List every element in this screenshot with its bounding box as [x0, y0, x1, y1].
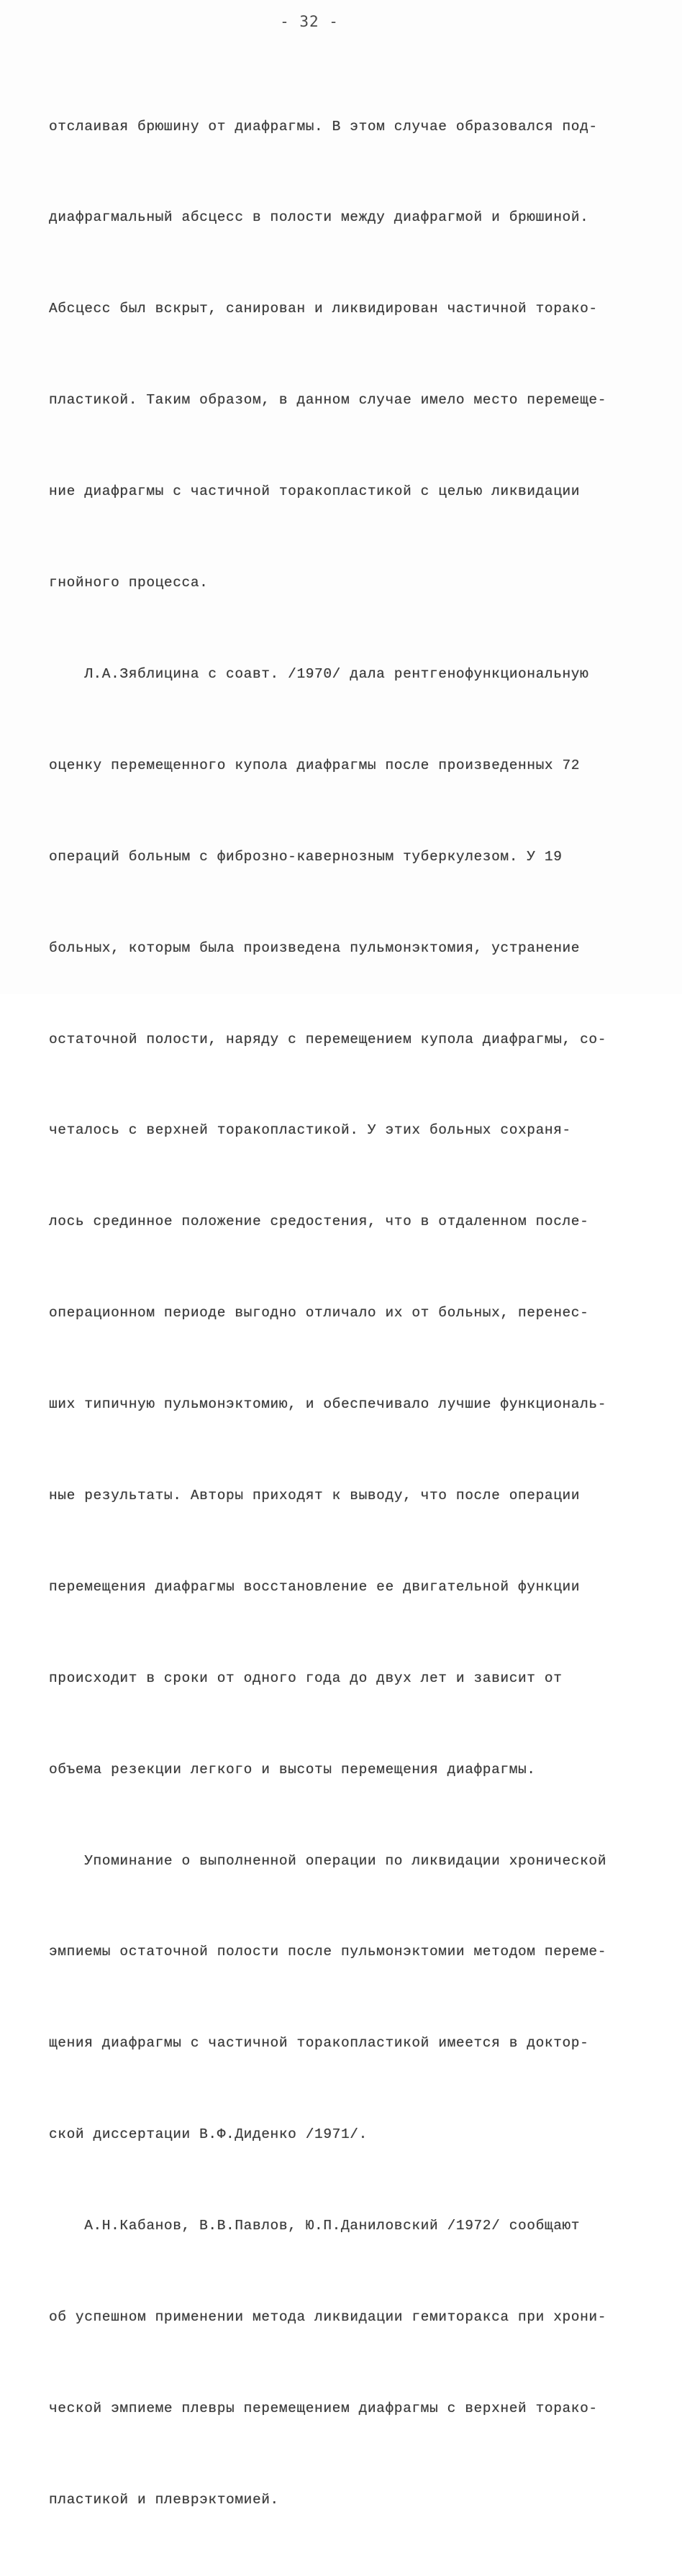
- text-line: А.Н.Кабанов, В.В.Павлов, Ю.П.Даниловский /1972/ сообщают: [49, 2218, 581, 2234]
- text-line: лось срединное положение средостения, что в отдаленном после-: [49, 1214, 589, 1230]
- text-line: объема резекции легкого и высоты перемещения диафрагмы.: [49, 1761, 536, 1778]
- text-line: ших типичную пульмонэктомию, и обеспечивало лучшие функциональ-: [49, 1396, 607, 1413]
- text-line: ние диафрагмы с частичной торакопластикой с целью ликвидации: [49, 483, 581, 500]
- text-line: операционном периоде выгодно отличало их от больных, перенес-: [49, 1305, 589, 1321]
- text-line: Упоминание о выполненной операции по ликвидации хронической: [49, 1852, 607, 1869]
- text-line: пластикой. Таким образом, в данном случае имело место перемеще-: [49, 392, 607, 409]
- text-line: диафрагмальный абсцесс в полости между диафрагмой и брюшиной.: [49, 209, 589, 226]
- text-line: оценку перемещенного купола диафрагмы после произведенных 72: [49, 757, 581, 773]
- text-line: четалось с верхней торакопластикой. У этих больных сохраня-: [49, 1122, 571, 1139]
- text-line: отслаивая брюшину от диафрагмы. В этом случае образовался под-: [49, 118, 598, 135]
- body-text: [49, 50, 646, 2576]
- text-line: остаточной полости, наряду с перемещением купола диафрагмы, со-: [49, 1031, 607, 1047]
- text-line: перемещения диафрагмы восстановление ее двигательной функции: [49, 1578, 581, 1595]
- text-line: пластикой и плеврэктомией.: [49, 2491, 279, 2508]
- text-line: происходит в сроки от одного года до двух лет и зависит от: [49, 1670, 563, 1686]
- text-line: об успешном применении метода ликвидации гемиторакса при хрони-: [49, 2308, 607, 2325]
- text-line: гнойного процесса.: [49, 575, 209, 591]
- text-line: эмпиемы остаточной полости после пульмонэктомии методом переме-: [49, 1944, 607, 1960]
- text-line: ской диссертации В.Ф.Диденко /1971/.: [49, 2126, 368, 2143]
- page-number: - 32 -: [280, 13, 339, 30]
- text-line: больных, которым была произведена пульмонэктомия, устранение: [49, 939, 581, 956]
- text-line: ные результаты. Авторы приходят к выводу, что после операции: [49, 1487, 581, 1503]
- text-line: ческой эмпиеме плевры перемещением диафрагмы с верхней торако-: [49, 2400, 598, 2416]
- text-line: щения диафрагмы с частичной торакопластикой имеется в доктор-: [49, 2035, 589, 2052]
- text-line: операций больным с фиброзно-кавернозным туберкулезом. У 19: [49, 848, 563, 865]
- text-line: Л.А.Зяблицина с соавт. /1970/ дала рентгенофункциональную: [49, 665, 589, 682]
- text-line: Абсцесс был вскрыт, санирован и ликвидирован частичной торако-: [49, 301, 598, 317]
